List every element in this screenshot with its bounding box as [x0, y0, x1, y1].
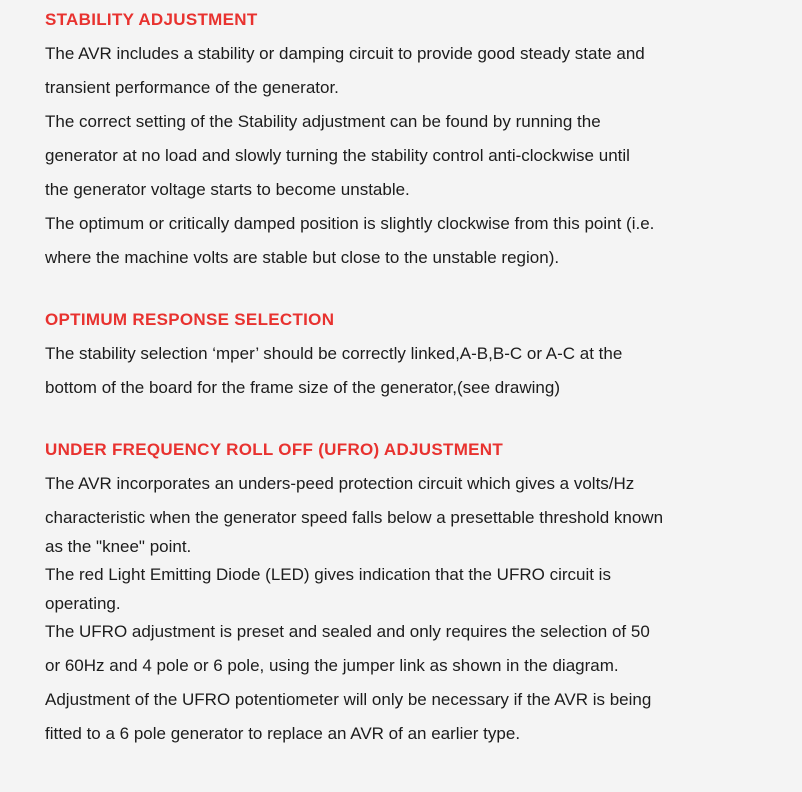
paragraph-line: as the "knee" point.: [45, 537, 192, 556]
paragraph-line: generator at no load and slowly turning the stability control anti-clockwise until: [45, 146, 630, 165]
paragraph-line: transient performance of the generator.: [45, 78, 339, 97]
paragraph-line: bottom of the board for the frame size of the generator,(see drawing): [45, 378, 561, 397]
paragraph-line: The AVR incorporates an unders-peed protection circuit which gives a volts/Hz: [45, 474, 635, 493]
paragraph-line: fitted to a 6 pole generator to replace an AVR of an earlier type.: [45, 724, 521, 743]
section-stability-adjustment: [45, 7, 792, 275]
section-heading: OPTIMUM RESPONSE SELECTION: [45, 310, 335, 329]
paragraph-line: characteristic when the generator speed falls below a presettable threshold known: [45, 508, 664, 527]
paragraph-line: The AVR includes a stability or damping circuit to provide good steady state and: [45, 44, 645, 63]
section-optimum-response-selection: [45, 307, 792, 405]
paragraph-line: operating.: [45, 594, 121, 613]
paragraph-line: The optimum or critically damped position is slightly clockwise from this point (i.e.: [45, 214, 655, 233]
paragraph-line: or 60Hz and 4 pole or 6 pole, using the jumper link as shown in the diagram.: [45, 656, 619, 675]
paragraph-line: The correct setting of the Stability adjustment can be found by running the: [45, 112, 601, 131]
paragraph-line: the generator voltage starts to become unstable.: [45, 180, 410, 199]
section-heading: STABILITY ADJUSTMENT: [45, 10, 258, 29]
paragraph-line: The red Light Emitting Diode (LED) gives indication that the UFRO circuit is: [45, 565, 611, 584]
paragraph-line: where the machine volts are stable but close to the unstable region).: [45, 248, 560, 267]
paragraph-line: Adjustment of the UFRO potentiometer will only be necessary if the AVR is being: [45, 690, 652, 709]
section-heading: UNDER FREQUENCY ROLL OFF (UFRO) ADJUSTMENT: [45, 440, 504, 459]
section-ufro-adjustment: [45, 437, 792, 751]
paragraph-line: The UFRO adjustment is preset and sealed and only requires the selection of 50: [45, 622, 650, 641]
paragraph-line: The stability selection ‘mper’ should be correctly linked,A-B,B-C or A-C at the: [45, 344, 623, 363]
